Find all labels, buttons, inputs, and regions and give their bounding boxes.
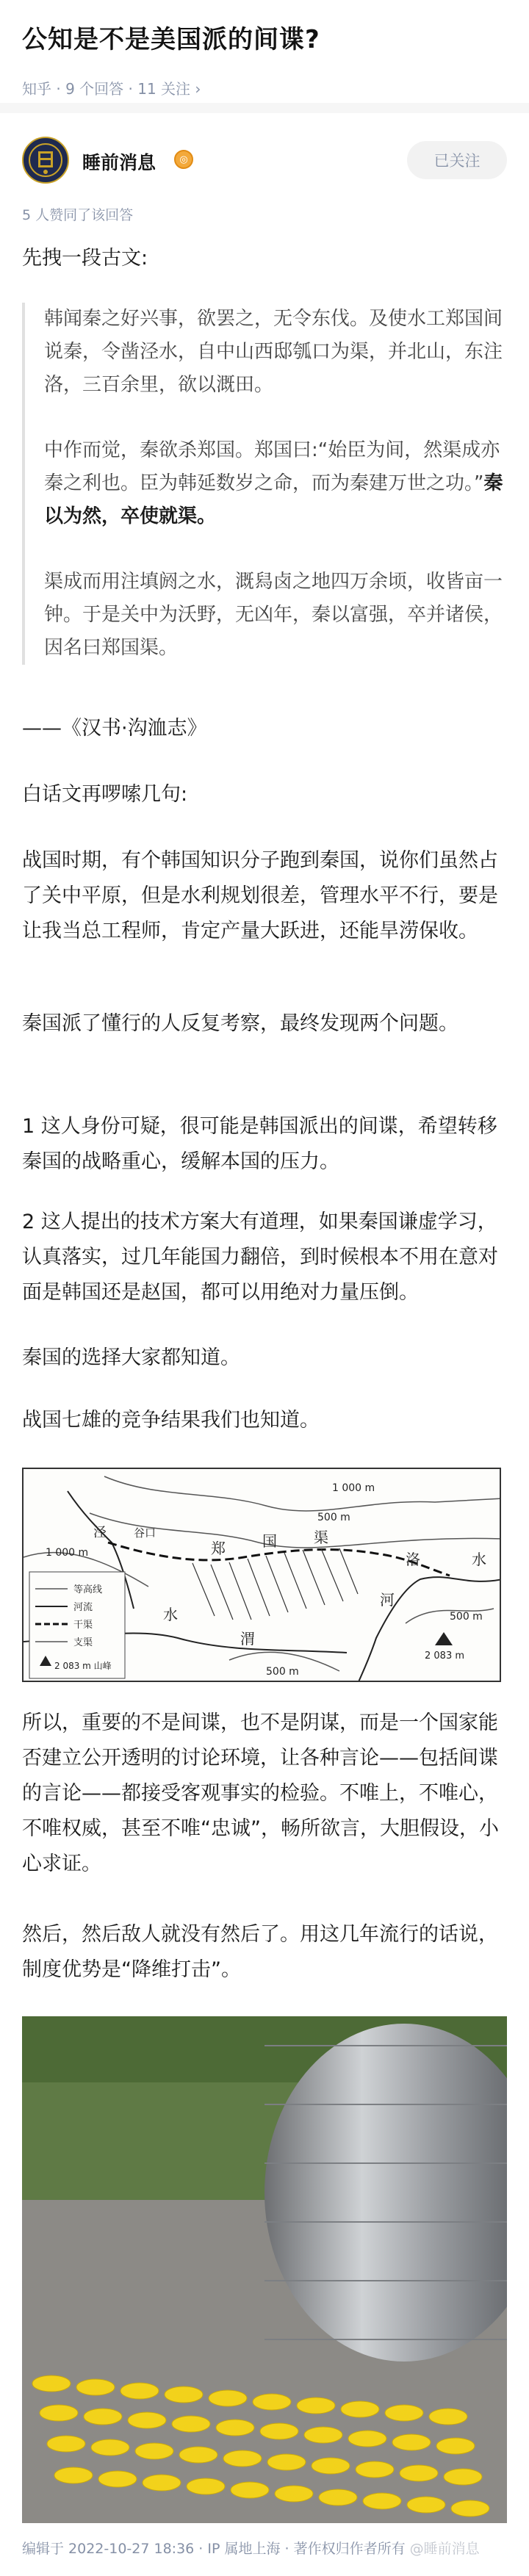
answer-paragraph: 战国时期，有个韩国知识分子跑到秦国，说你们虽然占了关中平原，但是水利规划很差，管理水平不行，要是让我当总工程师，肯定产量大跃进，还能旱涝保收。	[22, 849, 498, 942]
answer-paragraph: 所以，重要的不是间谍，也不是阴谋，而是一个国家能否建立公开透明的讨论环境，让各种言论——包括间谍的言论——都接受客观事实的检验。不唯上，不唯心，不唯权威，甚至不唯“忠诚”，畅所欲言，大胆假设，小心求证。	[22, 1711, 499, 1875]
map-label: 渠	[314, 1529, 328, 1546]
peak-marker	[435, 1632, 453, 1645]
answer-paragraph: 1 这人身份可疑，很可能是韩国派出的间谍，希望转移秦国的战略重心，缓解本国的压力。	[22, 1115, 497, 1173]
section-divider	[0, 103, 529, 113]
map-label: 河	[380, 1591, 395, 1609]
legend-branch: 支渠	[73, 1637, 93, 1648]
quote-block	[22, 303, 507, 665]
map-label: 国	[262, 1532, 277, 1550]
watermark: @睡前消息	[409, 2541, 480, 2557]
answer-paragraph: 然后，然后敌人就没有然后了。用这几年流行的话说，制度优势是“降维打击”。	[22, 1923, 498, 1981]
quote-paragraph-2-bold: 秦以为然，卒使就渠。	[44, 472, 503, 527]
map-label: 1 000 m	[46, 1547, 89, 1559]
answer-paragraph: 战国七雄的竞争结果我们也知道。	[22, 1409, 320, 1432]
question-title[interactable]: 公知是不是美国派的间谍?	[22, 25, 320, 54]
edit-info: 编辑于 2022-10-27 18:36 · IP 属地上海 · 著作权归作者所有	[22, 2541, 406, 2557]
quote-paragraph-2	[44, 434, 507, 533]
quote-paragraph-2-text: 中作而觉，秦欲杀郑国。郑国曰:“始臣为间，然渠成亦秦之利也。臣为韩延数岁之命，而为秦建万世之功。”	[44, 439, 500, 494]
map-label: 渭	[240, 1630, 255, 1648]
answer-paragraph: 秦国派了懂行的人反复考察，最终发现两个问题。	[22, 1012, 458, 1035]
quote-paragraph-1: 韩闻秦之好兴事，欲罢之，无令东伐。及使水工郑国间说秦，令凿泾水，自中山西邸瓠口为渠，并北山，东注洛，三百余里，欲以溉田。	[44, 308, 503, 396]
quote-source: ——《汉书·沟洫志》	[22, 717, 207, 740]
legend-contour: 等高线	[73, 1584, 103, 1595]
map-label: 500 m	[317, 1512, 350, 1523]
legend-canal: 干渠	[73, 1620, 93, 1631]
follow-button[interactable]: 已关注	[407, 141, 507, 179]
answer-paragraph: 2 这人提出的技术方案大有道理，如果秦国谦虚学习，认真落实，过几年能国力翻倍，到时候根本不用在意对面是韩国还是赵国，都可以用绝对力量压倒。	[22, 1211, 498, 1304]
photo-drawing	[22, 2016, 507, 2523]
map-label: 2 083 m	[425, 1650, 465, 1662]
verified-badge-icon: ◎	[174, 150, 193, 169]
contour-line	[104, 1476, 501, 1511]
map-label: 泾	[93, 1525, 107, 1540]
answer-intro: 先拽一段古文:	[22, 247, 148, 270]
steamroller-chicken-photo[interactable]	[22, 2016, 507, 2523]
map-label: 郑	[211, 1540, 226, 1557]
emblem-icon	[24, 138, 68, 182]
zhengguo-canal-map[interactable]	[22, 1468, 501, 1682]
map-label: 500 m	[266, 1666, 299, 1678]
answer-paragraph: 白话文再啰嗦几句:	[22, 783, 188, 806]
question-header	[0, 0, 529, 103]
agree-count: 5 人赞同了该回答	[22, 207, 134, 223]
map-label: 水	[472, 1551, 486, 1568]
map-label: 1 000 m	[332, 1482, 375, 1494]
answer-footer	[22, 2538, 507, 2558]
author-row	[22, 134, 507, 190]
map-label: 水	[163, 1606, 178, 1623]
main-canal	[108, 1543, 450, 1576]
map-label: 谷口	[134, 1526, 156, 1540]
avatar[interactable]	[22, 137, 69, 184]
question-meta[interactable]: 知乎 · 9 个回答 · 11 关注 ›	[22, 80, 201, 98]
quote-paragraph-3: 渠成而用注填阏之水，溉舄卤之地四万余顷，收皆亩一钟。于是关中为沃野，无凶年，秦以富强，卒并诸侯，因名曰郑国渠。	[44, 571, 503, 659]
author-name[interactable]: 睡前消息	[82, 152, 156, 173]
legend-mountain: 2 083 m 山峰	[54, 1661, 112, 1671]
answer-paragraph: 秦国的选择大家都知道。	[22, 1346, 240, 1369]
map-label: 洛	[406, 1551, 420, 1568]
legend-river: 河流	[73, 1602, 93, 1613]
map-label: 500 m	[450, 1611, 483, 1623]
map-drawing	[24, 1469, 501, 1682]
